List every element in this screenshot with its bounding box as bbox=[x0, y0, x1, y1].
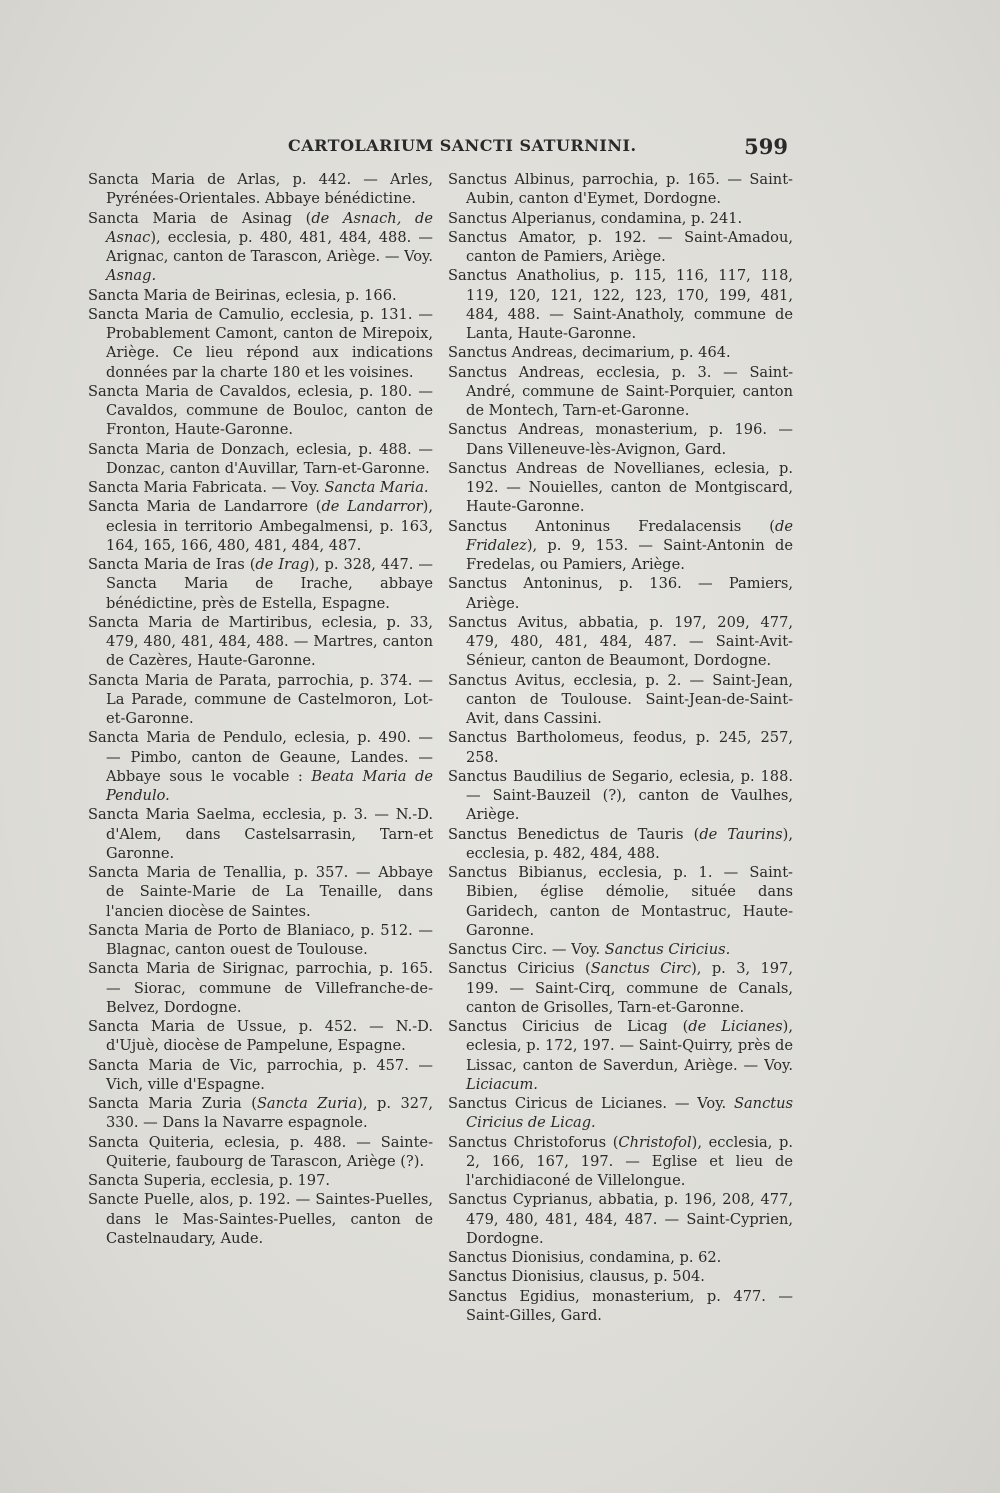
index-entry bbox=[88, 1017, 433, 1056]
entry-text: Sanctus Ciricus de Licianes. — Voy. bbox=[448, 1095, 734, 1112]
index-entry bbox=[448, 363, 793, 421]
entry-text: Sanctus Anatholius, p. 115, 116, 117, 118, 119, 120, 121, 122, 123, 170, 199, 481, 484, 488. — Saint-Anatholy, commune de Lanta, Haute-Garonne. bbox=[448, 267, 793, 342]
index-entry bbox=[88, 170, 433, 209]
entry-text: Sanctus Andreas de Novellianes, eclesia, p. 192. — Nouielles, canton de Montgiscard, Haute-Garonne. bbox=[448, 459, 793, 516]
entry-text: Sancta Superia, ecclesia, p. 197. bbox=[88, 1172, 331, 1189]
entry-text: ), p. 9, 153. — Saint-Antonin de Fredelas, ou Pamiers, Ariège. bbox=[466, 536, 793, 573]
index-entry bbox=[448, 459, 793, 517]
running-title: CARTOLARIUM SANCTI SATURNINI. bbox=[288, 136, 637, 155]
entry-text: Sanctus Bartholomeus, feodus, p. 245, 257, 258. bbox=[448, 729, 793, 766]
entry-text: Sancta Maria de Vic, parrochia, p. 457. — Vich, ville d'Espagne. bbox=[88, 1056, 433, 1093]
entry-text: Sanctus Alperianus, condamina, p. 241. bbox=[448, 209, 743, 227]
entry-italic-text: Sanctus Ciricius. bbox=[604, 941, 731, 958]
index-entry bbox=[88, 921, 433, 960]
index-entry bbox=[448, 170, 793, 209]
entry-text: Sancta Maria de Porto de Blaniaco, p. 512. — Blagnac, canton ouest de Toulouse. bbox=[88, 921, 433, 958]
index-entry bbox=[448, 228, 793, 267]
entry-text: Sanctus Bibianus, ecclesia, p. 1. — Saint-Bibien, église démolie, située dans Garidech, canton de Montastruc, Haute-Garonne. bbox=[448, 864, 793, 939]
entry-italic-text: Sanctus Circ bbox=[590, 960, 692, 978]
entry-text: Sanctus Antoninus Fredalacensis ( bbox=[448, 517, 776, 535]
entry-text: ), eclesia in territorio Ambegalmensi, p. 163, 164, 165, 166, 480, 481, 484, 487. bbox=[106, 498, 433, 554]
entry-text: Sancta Maria Zuria ( bbox=[88, 1095, 257, 1112]
entry-text: ), ecclesia, p. 482, 484, 488. bbox=[466, 825, 793, 862]
entry-text: Sanctus Christoforus ( bbox=[448, 1133, 619, 1151]
index-column-right bbox=[448, 170, 793, 1325]
index-entry bbox=[448, 1190, 793, 1248]
entry-text: ), p. 327, 330. — Dans la Navarre espagnole. bbox=[106, 1095, 433, 1132]
entry-italic-text: Liciacum. bbox=[466, 1075, 538, 1093]
index-entry bbox=[88, 728, 433, 805]
entry-text: Sanctus Albinus, parrochia, p. 165. — Saint-Aubin, canton d'Eymet, Dordogne. bbox=[448, 171, 793, 208]
entry-text: Sancta Maria Fabricata. — Voy. bbox=[88, 479, 325, 496]
index-entry bbox=[88, 209, 433, 286]
entry-text: Sancta Maria de Camulio, ecclesia, p. 131. — Probablement Camont, canton de Mirepoix, Ariège. Ce lieu répond aux indications données par la charte 180 et les voisines. bbox=[88, 305, 433, 381]
entry-text: Sancta Quiteria, eclesia, p. 488. — Sainte-Quiterie, faubourg de Tarascon, Ariège (?). bbox=[88, 1133, 433, 1170]
index-entry bbox=[88, 863, 433, 921]
index-entry bbox=[88, 805, 433, 863]
entry-text: ), eclesia, p. 172, 197. — Saint-Quirry, près de Lissac, canton de Saverdun, Ariège. — Voy. bbox=[466, 1018, 793, 1074]
index-entry bbox=[88, 440, 433, 479]
entry-italic-text: de Irag bbox=[255, 556, 310, 573]
index-entry bbox=[448, 1248, 793, 1267]
index-entry bbox=[448, 940, 793, 959]
index-entry bbox=[448, 728, 793, 767]
entry-italic-text: Sancta Maria. bbox=[324, 479, 429, 496]
index-entry bbox=[88, 1094, 433, 1133]
entry-text: Sanctus Dionisius, condamina, p. 62. bbox=[448, 1249, 722, 1266]
index-entry bbox=[448, 343, 793, 362]
entry-text: ), ecclesia, p. 480, 481, 484, 488. — Arignac, canton de Tarascon, Ariège. — Voy. bbox=[106, 228, 433, 265]
entry-text: Sanctus Andreas, ecclesia, p. 3. — Saint-André, commune de Saint-Porquier, canton de Montech, Tarn-et-Garonne. bbox=[448, 363, 793, 419]
entry-text: Sancta Maria de Landarrore ( bbox=[88, 498, 322, 516]
entry-text: Sanctus Antoninus, p. 136. — Pamiers, Ariège. bbox=[448, 575, 793, 612]
entry-text: Sancta Maria de Ussue, p. 452. — N.-D. d'Ujuè, diocèse de Pampelune, Espagne. bbox=[88, 1018, 433, 1055]
index-entry bbox=[88, 478, 433, 497]
index-entry bbox=[448, 1017, 793, 1094]
entry-text: Sancta Maria de Beirinas, eclesia, p. 166. bbox=[88, 286, 397, 304]
index-entry bbox=[88, 959, 433, 1017]
entry-text: ), p. 328, 447. — Sancta Maria de Irache, abbaye bénédictine, près de Estella, Espagne. bbox=[106, 556, 434, 612]
entry-italic-text: de Licianes bbox=[688, 1018, 783, 1035]
index-entry bbox=[448, 863, 793, 940]
entry-text: Sanctus Ciricius de Licag ( bbox=[448, 1018, 689, 1035]
entry-text: Sanctus Avitus, abbatia, p. 197, 209, 477, 479, 480, 481, 484, 487. — Saint-Avit-Sénieur, canton de Beaumont, Dordogne. bbox=[448, 613, 793, 670]
entry-italic-text: Sanctus Ciricius de Licag. bbox=[466, 1095, 793, 1132]
entry-text: Sancta Maria de Donzach, eclesia, p. 488. — Donzac, canton d'Auvillar, Tarn-et-Garonne. bbox=[88, 440, 433, 477]
entry-text: Sancta Maria de Parata, parrochia, p. 374. — La Parade, commune de Castelmoron, Lot-et-Garonne. bbox=[88, 671, 433, 727]
entry-text: Sancte Puelle, alos, p. 192. — Saintes-Puelles, dans le Mas-Saintes-Puelles, canton de Castelnaudary, Aude. bbox=[88, 1191, 433, 1247]
index-entry bbox=[88, 382, 433, 440]
entry-italic-text: de Asnach, de Asnac bbox=[106, 209, 433, 246]
index-entry bbox=[448, 767, 793, 825]
index-entry bbox=[88, 555, 433, 613]
entry-italic-text: Beata Maria de Pendulo. bbox=[106, 767, 433, 804]
entry-text: Sanctus Benedictus de Tauris ( bbox=[448, 825, 700, 843]
index-entry bbox=[448, 1133, 793, 1191]
index-entry bbox=[448, 209, 793, 228]
index-entry bbox=[448, 1267, 793, 1286]
index-entry bbox=[88, 613, 433, 671]
index-entry bbox=[88, 1133, 433, 1172]
index-entry bbox=[88, 1056, 433, 1095]
index-entry bbox=[448, 266, 793, 343]
entry-text: Sanctus Andreas, decimarium, p. 464. bbox=[448, 344, 731, 362]
entry-italic-text: de Taurins bbox=[699, 825, 783, 843]
entry-text: Sancta Maria de Iras ( bbox=[88, 556, 256, 573]
entry-text: Sanctus Ciricius ( bbox=[448, 960, 591, 978]
entry-text: Sanctus Cyprianus, abbatia, p. 196, 208, 477, 479, 480, 481, 484, 487. — Saint-Cyprien, Dordogne. bbox=[448, 1191, 793, 1247]
index-entry bbox=[448, 671, 793, 729]
index-entry bbox=[448, 420, 793, 459]
page-number: 599 bbox=[744, 134, 788, 159]
entry-text: Sanctus Avitus, ecclesia, p. 2. — Saint-Jean, canton de Toulouse. Saint-Jean-de-Saint-Avit, dans Cassini. bbox=[448, 671, 793, 727]
entry-text: Sanctus Baudilius de Segario, eclesia, p. 188. — Saint-Bauzeil (?), canton de Vaulhes, Ariège. bbox=[448, 767, 793, 824]
index-entry bbox=[88, 1190, 433, 1248]
entry-italic-text: Christofol bbox=[618, 1133, 692, 1151]
index-entry bbox=[88, 497, 433, 555]
index-entry bbox=[448, 613, 793, 671]
entry-text: Sancta Maria de Tenallia, p. 357. — Abbaye de Sainte-Marie de La Tenaille, dans l'ancien diocèse de Saintes. bbox=[88, 864, 433, 920]
index-entry bbox=[88, 286, 433, 305]
index-entry bbox=[88, 305, 433, 382]
entry-text: Sancta Maria de Arlas, p. 442. — Arles, Pyrénées-Orientales. Abbaye bénédictine. bbox=[88, 171, 433, 208]
index-entry bbox=[88, 671, 433, 729]
index-entry bbox=[448, 517, 793, 575]
entry-text: Sancta Maria de Cavaldos, eclesia, p. 180. — Cavaldos, commune de Bouloc, canton de Fronton, Haute-Garonne. bbox=[88, 382, 433, 439]
entry-text: Sancta Maria de Sirignac, parrochia, p. 165. — Siorac, commune de Villefranche-de-Belvez, Dordogne. bbox=[88, 960, 433, 1016]
entry-italic-text: de Fridalez bbox=[466, 517, 793, 554]
page-header bbox=[88, 134, 788, 164]
entry-text: Sancta Maria de Asinag ( bbox=[88, 209, 312, 227]
entry-italic-text: de Landarror bbox=[321, 498, 423, 516]
entry-text: Sancta Maria Saelma, ecclesia, p. 3. — N.-D. d'Alem, dans Castelsarrasin, Tarn-et Garonne. bbox=[88, 806, 433, 862]
index-column-left bbox=[88, 170, 433, 1248]
entry-text: Sancta Maria de Pendulo, eclesia, p. 490. — — Pimbo, canton de Geaune, Landes. — Abbaye sous le vocable : bbox=[88, 729, 433, 785]
index-entry bbox=[448, 1094, 793, 1133]
entry-text: Sanctus Andreas, monasterium, p. 196. — Dans Villeneuve-lès-Avignon, Gard. bbox=[448, 421, 793, 458]
index-entry bbox=[448, 959, 793, 1017]
entry-text: Sanctus Amator, p. 192. — Saint-Amadou, canton de Pamiers, Ariège. bbox=[448, 228, 793, 265]
entry-italic-text: Asnag. bbox=[106, 267, 157, 285]
entry-text: Sancta Maria de Martiribus, eclesia, p. 33, 479, 480, 481, 484, 488. — Martres, canton de Cazères, Haute-Garonne. bbox=[88, 613, 433, 670]
entry-text: ), ecclesia, p. 2, 166, 167, 197. — Eglise et lieu de l'archidiaconé de Villelongue. bbox=[466, 1133, 793, 1189]
index-entry bbox=[448, 574, 793, 613]
entry-text: ), p. 3, 197, 199. — Saint-Cirq, commune de Canals, canton de Grisolles, Tarn-et-Garonne. bbox=[466, 960, 793, 1016]
index-entry bbox=[448, 1287, 793, 1326]
index-entry bbox=[448, 825, 793, 864]
entry-text: Sanctus Egidius, monasterium, p. 477. — Saint-Gilles, Gard. bbox=[448, 1287, 793, 1324]
entry-italic-text: Sancta Zuria bbox=[256, 1095, 358, 1112]
entry-text: Sanctus Dionisius, clausus, p. 504. bbox=[448, 1268, 705, 1286]
entry-text: Sanctus Circ. — Voy. bbox=[448, 941, 605, 958]
index-entry bbox=[88, 1171, 433, 1190]
